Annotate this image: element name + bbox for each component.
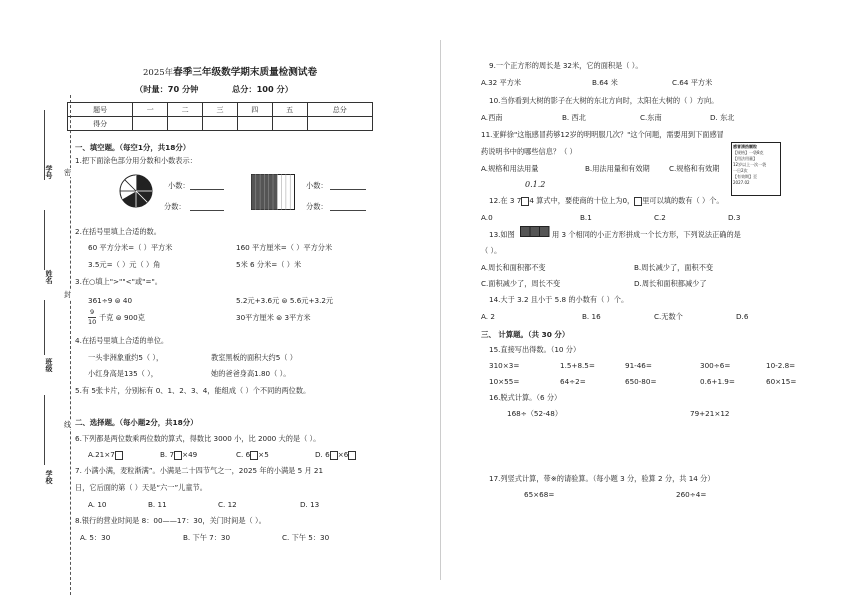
q12-text: 12.在 3 7 4 算式中，要使商的十位上为0， 里可以填的数有（ ）个。 bbox=[489, 196, 724, 205]
q14-option: D.6 bbox=[736, 312, 749, 321]
answer-line bbox=[330, 210, 366, 211]
q6-option-b: B. 7 ×49 bbox=[160, 450, 198, 459]
calc-item: 0.6+1.9= bbox=[700, 377, 735, 386]
answer-line bbox=[190, 189, 224, 190]
q14-option: A. 2 bbox=[481, 312, 495, 321]
q3-item: 千克 ⊜ 900克 bbox=[99, 313, 145, 322]
q7-text-line1: 7. 小满小满，麦粒渐满”。小满是二十四节气之一，2025 年的小满是 5 月 21 bbox=[75, 466, 324, 475]
score-input-cell[interactable] bbox=[168, 117, 203, 131]
fraction-denominator: 10 bbox=[88, 318, 97, 326]
seal-char-3: 线 bbox=[64, 420, 72, 429]
calc-item: 300÷6= bbox=[700, 361, 731, 370]
calc-item: 310×3= bbox=[489, 361, 520, 370]
score-cell: 四 bbox=[237, 103, 272, 117]
number-underline bbox=[44, 110, 45, 180]
page-title bbox=[143, 64, 317, 78]
q7-option: B. 11 bbox=[148, 500, 167, 509]
q12-option: D.3 bbox=[728, 213, 741, 222]
calc-item: 10-2.8= bbox=[766, 361, 796, 370]
score-cell: 题号 bbox=[68, 103, 133, 117]
fraction-numerator: 9 bbox=[90, 308, 95, 316]
q11-option: B.用法用量和有效期 bbox=[585, 164, 650, 173]
score-cell: 五 bbox=[272, 103, 307, 117]
score-cell: 三 bbox=[203, 103, 238, 117]
q4-item: 教室黑板的面积大约5（ ） bbox=[211, 353, 297, 362]
q10-option: B. 西北 bbox=[562, 113, 586, 122]
calc-item: 10×55= bbox=[489, 377, 520, 386]
q4-item: 一头非洲象重约5（ ）， bbox=[88, 353, 164, 362]
q1-fraction-label-2: 分数： bbox=[306, 202, 328, 211]
label-class: 班级 bbox=[45, 358, 53, 372]
q11-text-line2: 药说明书中的哪些信息？（ ） bbox=[481, 147, 577, 156]
q13-label: 13.如图 bbox=[489, 230, 515, 239]
label-school: 学校 bbox=[45, 470, 53, 484]
q4-item: 她的爸爸身高1.80（ ）。 bbox=[211, 369, 291, 378]
q2-item: 5米 6 分米=（ ）米 bbox=[236, 260, 302, 269]
q6-text: 6.下列都是两位数乘两位数的算式，得数比 3000 小，比 2000 大的是（ ）。 bbox=[75, 434, 321, 443]
q13-text: 用 3 个相同的小正方形拼成一个长方形，下列说法正确的是 bbox=[552, 230, 741, 239]
score-table-header-row bbox=[68, 103, 373, 117]
q8-text: 8.银行的营业时间是 8：00——17：30，关门时间是（ ）。 bbox=[75, 516, 266, 525]
section3-heading: 三、 计算题。（共 30 分） bbox=[481, 330, 570, 339]
q4-item: 小红身高是135（ ）， bbox=[88, 369, 158, 378]
q13-option: D.周长和面积都减少了 bbox=[634, 279, 707, 288]
blank-box bbox=[330, 451, 338, 460]
answer-line bbox=[190, 210, 224, 211]
q5-text: 5.有 5张卡片，分别标有 0、1、2、3、4，能组成（ ）个不同的两位数。 bbox=[75, 386, 311, 395]
calc-item: 91-46= bbox=[625, 361, 652, 370]
q9-option: C.64 平方米 bbox=[672, 78, 713, 87]
grid-figure bbox=[251, 174, 295, 210]
score-cell: 二 bbox=[168, 103, 203, 117]
q2-item: 3.5元=（ ）元（ ）角 bbox=[88, 260, 161, 269]
medicine-label-box bbox=[731, 142, 781, 196]
q13-option: B.周长减少了，面积不变 bbox=[634, 263, 714, 272]
q9-option: A.32 平方米 bbox=[481, 78, 522, 87]
q13-text-line2: （ ）。 bbox=[481, 246, 502, 255]
medicine-label-line: 【用法用量】 bbox=[733, 156, 757, 161]
medicine-label-line: 感冒清热颗粒 bbox=[733, 144, 757, 149]
q6-option-d: D. 6 ×6 bbox=[315, 450, 356, 460]
q10-option: A.西南 bbox=[481, 113, 503, 122]
q2-item: 60 平方分米=（ ）平方米 bbox=[88, 243, 173, 252]
q8-option: B. 下午 7：30 bbox=[183, 533, 231, 542]
medicine-label-line: 【规格】一袋8克 bbox=[733, 150, 764, 155]
q12-option: C.2 bbox=[654, 213, 666, 222]
q6-option-a: A.21×7 bbox=[88, 450, 123, 460]
q2-item: 160 平方厘米=（ ）平方分米 bbox=[236, 243, 333, 252]
q1-decimal-label-2: 小数： bbox=[306, 181, 328, 190]
q7-option: A. 10 bbox=[88, 500, 107, 509]
school-underline bbox=[44, 395, 45, 465]
q9-option: B.64 米 bbox=[592, 78, 618, 87]
q3-text: 3.在○填上">""<"或"="。 bbox=[75, 277, 162, 286]
squares-figure bbox=[520, 226, 550, 237]
q14-text: 14.大于 3.2 且小于 5.8 的小数有（ ）个。 bbox=[489, 295, 629, 304]
q15-text: 15.直接写出得数。（10 分） bbox=[489, 345, 581, 354]
score-input-cell[interactable] bbox=[133, 117, 168, 131]
title-year: 2025年 bbox=[143, 68, 174, 78]
score-input-cell[interactable] bbox=[307, 117, 372, 131]
score-input-cell[interactable] bbox=[272, 117, 307, 131]
q12-option: B.1 bbox=[580, 213, 592, 222]
q17-item: 65×68= bbox=[524, 490, 555, 499]
section2-heading: 二、选择题。（每小题2分，共18分） bbox=[75, 418, 198, 427]
medicine-label-line: 一日2次 bbox=[733, 168, 748, 173]
medicine-label-line: 2027.02 bbox=[733, 180, 750, 185]
class-underline bbox=[44, 300, 45, 355]
q17-text: 17.列竖式计算，带※的请验算。（每小题 3 分，验算 2 分，共 14 分） bbox=[489, 474, 715, 483]
q8-option: A. 5：30 bbox=[80, 533, 111, 542]
label-number: 学号 bbox=[45, 165, 53, 179]
title-text: 春季三年级数学期末质量检测试卷 bbox=[173, 67, 318, 78]
q13-option: A.周长和面积都不变 bbox=[481, 263, 546, 272]
total-score: 总分：100 分） bbox=[232, 84, 293, 94]
pie-figure bbox=[118, 173, 154, 209]
medicine-label-line: 12岁以上一次一袋 bbox=[733, 162, 767, 167]
q14-option: C.无数个 bbox=[654, 312, 683, 321]
q10-text: 10.当你看到大树的影子在大树的东北方向时，太阳在大树的（ ）方向。 bbox=[489, 96, 719, 105]
q16-item: 168÷（52-48） bbox=[507, 409, 563, 418]
q10-option: C.东南 bbox=[640, 113, 662, 122]
name-underline bbox=[44, 210, 45, 270]
q7-option: D. 13 bbox=[300, 500, 320, 509]
blank-box bbox=[174, 451, 182, 460]
q7-option: C. 12 bbox=[218, 500, 237, 509]
q8-option: C. 下午 5：30 bbox=[282, 533, 330, 542]
seal-char-1: 密 bbox=[64, 168, 72, 177]
calc-item: 650-80= bbox=[625, 377, 657, 386]
handwritten-note: 0.1.2 bbox=[525, 180, 546, 189]
q11-option: C.规格和有效期 bbox=[669, 164, 720, 173]
section1-heading: 一、填空题。（每空1分，共18分） bbox=[75, 143, 191, 152]
q7-text-line2: 日，它后面的第（ ）天是“六一”儿童节。 bbox=[75, 483, 207, 492]
q11-text-line1: 11.亚鲜徐"这瓶感冒药够12岁的明明服几次？"这个问题，需要用到下面感冒 bbox=[481, 130, 724, 139]
score-table bbox=[67, 102, 373, 131]
q16-text: 16.脱式计算。（6 分） bbox=[489, 393, 562, 402]
seal-char-2: 封 bbox=[64, 290, 72, 299]
q16-item: 79+21×12 bbox=[690, 409, 730, 418]
column-divider bbox=[440, 40, 441, 580]
q9-text: 9.一个正方形的周长是 32米，它的面积是（ ）。 bbox=[489, 61, 643, 70]
q10-option: D. 东北 bbox=[710, 113, 735, 122]
q2-text: 2.在括号里填上合适的数。 bbox=[75, 227, 161, 236]
q3-item: 5.2元+3.6元 ⊜ 5.6元+3.2元 bbox=[236, 296, 334, 305]
score-cell: 一 bbox=[133, 103, 168, 117]
q6-option-c: C. 6 ×5 bbox=[236, 450, 269, 459]
q17-item: 260÷4= bbox=[676, 490, 707, 499]
q11-option: A.规格和用法用量 bbox=[481, 164, 539, 173]
calc-item: 1.5+8.5= bbox=[560, 361, 595, 370]
q1-text: 1.把下面涂色部分用分数和小数表示： bbox=[75, 156, 197, 165]
q3-item: 361÷9 ⊜ 40 bbox=[88, 296, 133, 305]
q3-item: 30平方厘米 ⊜ 3平方米 bbox=[236, 313, 311, 322]
blank-box bbox=[250, 451, 258, 460]
score-input-cell[interactable] bbox=[203, 117, 238, 131]
q12-option: A.0 bbox=[481, 213, 493, 222]
score-table-row bbox=[68, 117, 373, 131]
score-input-cell[interactable] bbox=[237, 117, 272, 131]
q1-decimal-label-1: 小数： bbox=[168, 181, 190, 190]
q14-option: B. 16 bbox=[582, 312, 601, 321]
calc-item: 64÷2= bbox=[560, 377, 586, 386]
blank-box bbox=[115, 451, 123, 460]
medicine-label-line: 【有效期】至 bbox=[733, 174, 757, 179]
label-name: 姓名 bbox=[45, 270, 53, 284]
score-cell: 得分 bbox=[68, 117, 133, 131]
score-cell: 总分 bbox=[307, 103, 372, 117]
answer-line bbox=[330, 189, 366, 190]
blank-box bbox=[348, 451, 356, 460]
time-limit: （时量：70 分钟 bbox=[135, 84, 199, 94]
q1-fraction-label-1: 分数： bbox=[164, 202, 186, 211]
calc-item: 60×15= bbox=[766, 377, 797, 386]
q4-text: 4.在括号里填上合适的单位。 bbox=[75, 336, 169, 345]
q13-option: C.面积减少了，周长不变 bbox=[481, 279, 561, 288]
